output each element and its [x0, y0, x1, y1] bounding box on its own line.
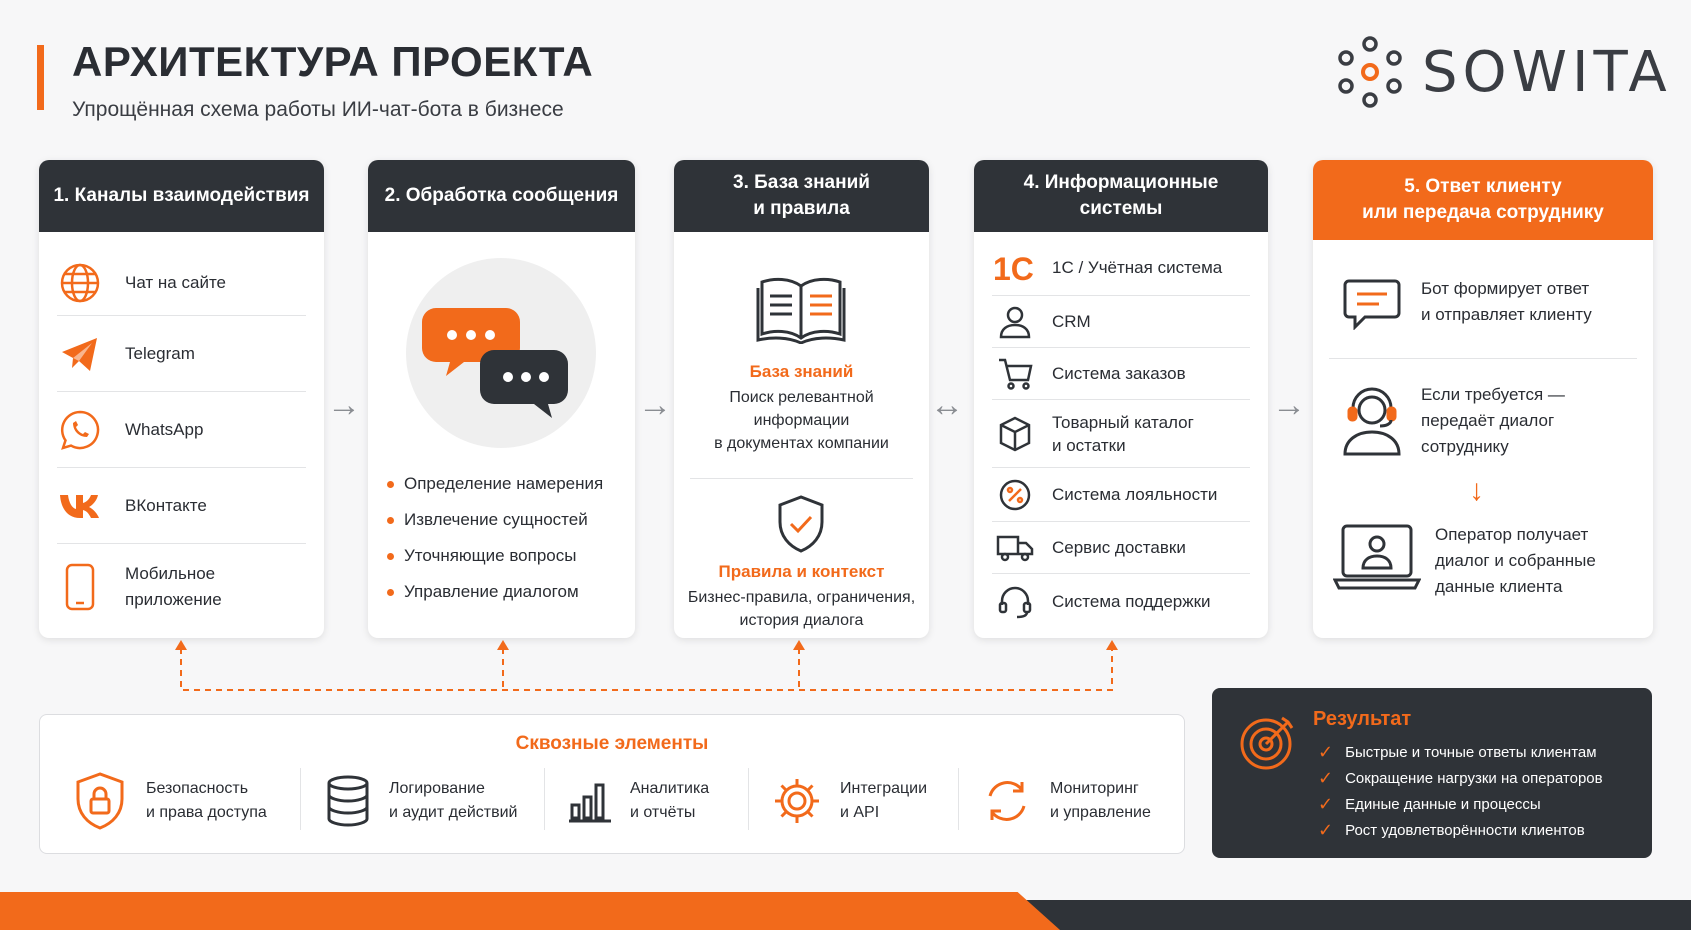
check-icon: ✓ — [1318, 794, 1334, 814]
system-label: Система лояльности — [1052, 484, 1218, 504]
divider — [300, 768, 301, 830]
cross-item — [772, 766, 927, 836]
result-item — [1318, 742, 1597, 763]
handoff-text: Если требуется — передаёт диалог сотруднику — [1421, 385, 1565, 456]
down-arrow: ↓ — [1469, 474, 1484, 507]
list-item: Уточняющие вопросы — [384, 538, 603, 574]
system-label: Система заказов — [1052, 363, 1186, 383]
footer-band-orange — [0, 892, 1060, 930]
flow-arrow-bidirectional: ↔ — [930, 386, 964, 424]
divider — [958, 768, 959, 830]
cross-label: Интеграции и API — [840, 780, 928, 821]
cross-label: Логирование и аудит действий — [389, 780, 518, 821]
card-systems-title: 4. Информационные системы — [974, 160, 1268, 232]
result-text: Сокращение нагрузки на операторов — [1345, 770, 1603, 787]
card-channels-title: 1. Каналы взаимодействия — [39, 160, 324, 232]
gear-icon — [772, 776, 822, 826]
logo-text: SOWITA — [1422, 40, 1672, 105]
channel-label: Мобильное приложение — [125, 564, 222, 609]
check-icon: ✓ — [1318, 820, 1334, 840]
check-icon: ✓ — [1318, 768, 1334, 788]
result-text: Единые данные и процессы — [1345, 796, 1541, 813]
result-item — [1318, 820, 1585, 841]
cross-item — [325, 766, 518, 836]
list-item: Определение намерения — [384, 466, 603, 502]
cross-label: Аналитика и отчёты — [630, 780, 710, 821]
channel-label: WhatsApp — [125, 419, 204, 439]
system-label: Товарный каталог и остатки — [1052, 412, 1194, 455]
flow-arrow: → — [1272, 386, 1306, 424]
sync-icon — [982, 776, 1032, 826]
flow-arrow: → — [638, 386, 672, 424]
bar-chart-icon — [568, 779, 612, 823]
system-label: 1С / Учётная система — [1052, 257, 1223, 277]
result-text: Быстрые и точные ответы клиентам — [1345, 744, 1597, 761]
cross-item — [72, 766, 267, 836]
cross-item — [982, 766, 1151, 836]
operator-text: Оператор получает диалог и собранные данные клиента — [1435, 525, 1596, 596]
page-title: АРХИТЕКТУРА ПРОЕКТА — [72, 38, 594, 85]
card-knowledge-title: 3. База знаний и правила — [674, 160, 929, 232]
channel-label: ВКонтакте — [125, 495, 207, 515]
card-processing-title: 2. Обработка сообщения — [368, 160, 635, 232]
bot-answer-text: Бот формирует ответ и отправляет клиенту — [1421, 279, 1592, 324]
target-icon — [1238, 712, 1298, 772]
page-subtitle: Упрощённая схема работы ИИ-чат-бота в бизнесе — [72, 98, 564, 121]
svg-text:1C: 1C — [993, 251, 1034, 284]
rules-title: Правила и контекст — [718, 562, 885, 581]
flow-arrow: → — [327, 386, 361, 424]
divider — [748, 768, 749, 830]
shield-lock-icon — [72, 771, 128, 831]
database-icon — [325, 775, 371, 827]
kb-text: Поиск релевантной информации в документах компании — [714, 389, 889, 452]
cross-label: Безопасность и права доступа — [146, 780, 267, 821]
divider — [544, 768, 545, 830]
cross-label: Мониторинг и управление — [1050, 780, 1151, 821]
result-item — [1318, 768, 1603, 789]
cross-elements-title: Сквозные элементы — [515, 733, 709, 754]
system-label: CRM — [1052, 311, 1091, 331]
card-answer-title: 5. Ответ клиенту или передача сотруднику — [1313, 160, 1653, 240]
result-title: Результат — [1313, 708, 1412, 730]
rules-text: Бизнес-правила, ограничения, история диалога — [687, 589, 916, 629]
channel-label: Telegram — [125, 343, 195, 363]
cross-item — [568, 766, 709, 836]
system-label: Система поддержки — [1052, 592, 1211, 611]
result-text: Рост удовлетворённости клиентов — [1345, 822, 1585, 839]
check-icon: ✓ — [1318, 742, 1334, 762]
system-label: Сервис доставки — [1052, 537, 1186, 557]
result-item — [1318, 794, 1541, 815]
kb-title: База знаний — [749, 362, 854, 381]
list-item: Управление диалогом — [384, 574, 603, 610]
list-item: Извлечение сущностей — [384, 502, 603, 538]
channel-label: Чат на сайте — [125, 272, 226, 292]
